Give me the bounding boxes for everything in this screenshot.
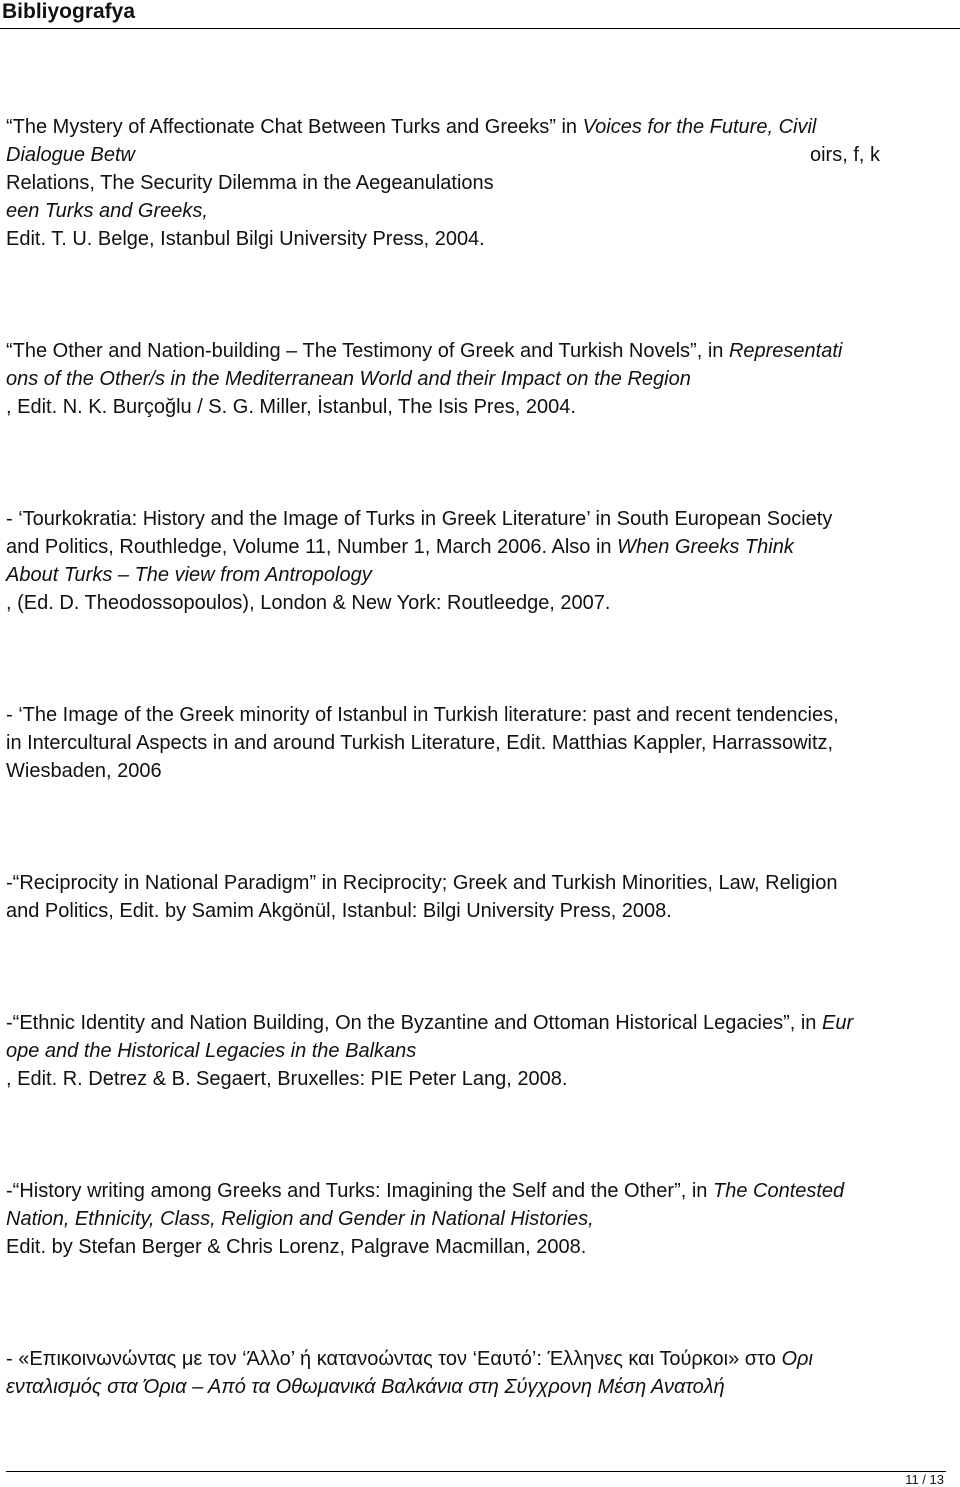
entry-line: Relations, The Security Dilemma in the Aegeanulations: [6, 172, 494, 194]
entry-text: and Politics, Routhledge, Volume 11, Number 1, March 2006. Also in: [6, 536, 618, 558]
entry-line: -“Reciprocity in National Paradigm” in Reciprocity; Greek and Turkish Minorities, Law, Religion: [6, 872, 838, 894]
entry-line: [6, 1009, 950, 1037]
entry-line: [6, 113, 950, 141]
entry-title-italic: ενταλισμός στα Όρια – Από τα Οθωμανικά Βαλκάνια στη Σύγχρονη Μέση Ανατολή: [6, 1376, 725, 1398]
entry-text: -“History writing among Greeks and Turks: Imagining the Self and the Other”, in: [6, 1180, 713, 1202]
entry-line: [6, 533, 950, 561]
bibliography-entry-6: [6, 1009, 950, 1093]
entry-line: - ‘The Image of the Greek minority of Istanbul in Turkish literature: past and recent tendencies,: [6, 704, 839, 726]
entry-title-italic: The Contested: [712, 1180, 845, 1202]
bibliography-entry-2: [6, 337, 950, 421]
entry-title-italic: een Turks and Greeks,: [6, 200, 208, 222]
entry-line: [6, 337, 950, 365]
entry-title-italic: Nation, Ethnicity, Class, Religion and Gender in National Histories,: [6, 1208, 594, 1230]
footer-divider: [6, 1471, 946, 1472]
bibliography-entry-5: [6, 869, 950, 925]
entry-line: [6, 1177, 950, 1205]
entry-title-italic: Voices for the Future, Civil: [582, 116, 817, 138]
entry-text: “The Other and Nation-building – The Testimony of Greek and Turkish Novels”, in: [6, 340, 729, 362]
entry-title-italic: ope and the Historical Legacies in the Balkans: [6, 1040, 417, 1062]
entry-text: oirs, f, k: [809, 144, 880, 166]
entry-line: , Edit. R. Detrez & B. Segaert, Bruxelles: PIE Peter Lang, 2008.: [6, 1068, 568, 1090]
entry-title-italic: Ορι: [781, 1348, 813, 1370]
page-title: Bibliyografya: [2, 0, 136, 23]
entry-text: - «Επικοινωνώντας με τον ‘Άλλο’ ή κατανοώντας τον ‘Εαυτό’: Έλληνες και Τούρκοι» στο: [6, 1348, 782, 1370]
entry-line: Wiesbaden, 2006: [6, 760, 162, 782]
entry-line: Edit. by Stefan Berger & Chris Lorenz, Palgrave Macmillan, 2008.: [6, 1236, 587, 1258]
entry-line: Edit. T. U. Belge, Istanbul Bilgi University Press, 2004.: [6, 228, 485, 250]
entry-title-italic: ons of the Other/s in the Mediterranean World and their Impact on the Region: [6, 368, 691, 390]
entry-text: -“Ethnic Identity and Nation Building, On the Byzantine and Ottoman Historical Legacies”, in: [6, 1012, 822, 1034]
entry-line: , (Ed. D. Theodossopoulos), London & New York: Routleedge, 2007.: [6, 592, 611, 614]
entry-line: , Edit. N. K. Burçoğlu / S. G. Miller, İstanbul, The Isis Pres, 2004.: [6, 396, 576, 418]
header-divider: [0, 28, 960, 29]
entry-line: [6, 1345, 950, 1373]
bibliography-entry-3: [6, 505, 950, 617]
entry-line: - ‘Tourkokratia: History and the Image of Turks in Greek Literature’ in South European Society: [6, 508, 833, 530]
page-number: 11 / 13: [905, 1472, 944, 1487]
bibliography-entry-7: [6, 1177, 950, 1261]
entry-title-italic: About Turks – The view from Antropology: [6, 564, 372, 586]
entry-title-italic: Dialogue Betw: [6, 144, 135, 166]
entry-title-italic: When Greeks Think: [617, 536, 794, 558]
entry-line: in Intercultural Aspects in and around Turkish Literature, Edit. Matthias Kappler, Harrassowitz,: [6, 732, 834, 754]
entry-title-italic: Representati: [728, 340, 843, 362]
entry-line: and Politics, Edit. by Samim Akgönül, Istanbul: Bilgi University Press, 2008.: [6, 900, 672, 922]
entry-line: [6, 141, 950, 169]
entry-title-italic: Eur: [822, 1012, 854, 1034]
bibliography-entry-4: [6, 701, 950, 785]
bibliography-entry-1: [6, 113, 950, 253]
entry-text: “The Mystery of Affectionate Chat Between Turks and Greeks” in: [6, 116, 583, 138]
bibliography-entry-8: [6, 1345, 950, 1401]
